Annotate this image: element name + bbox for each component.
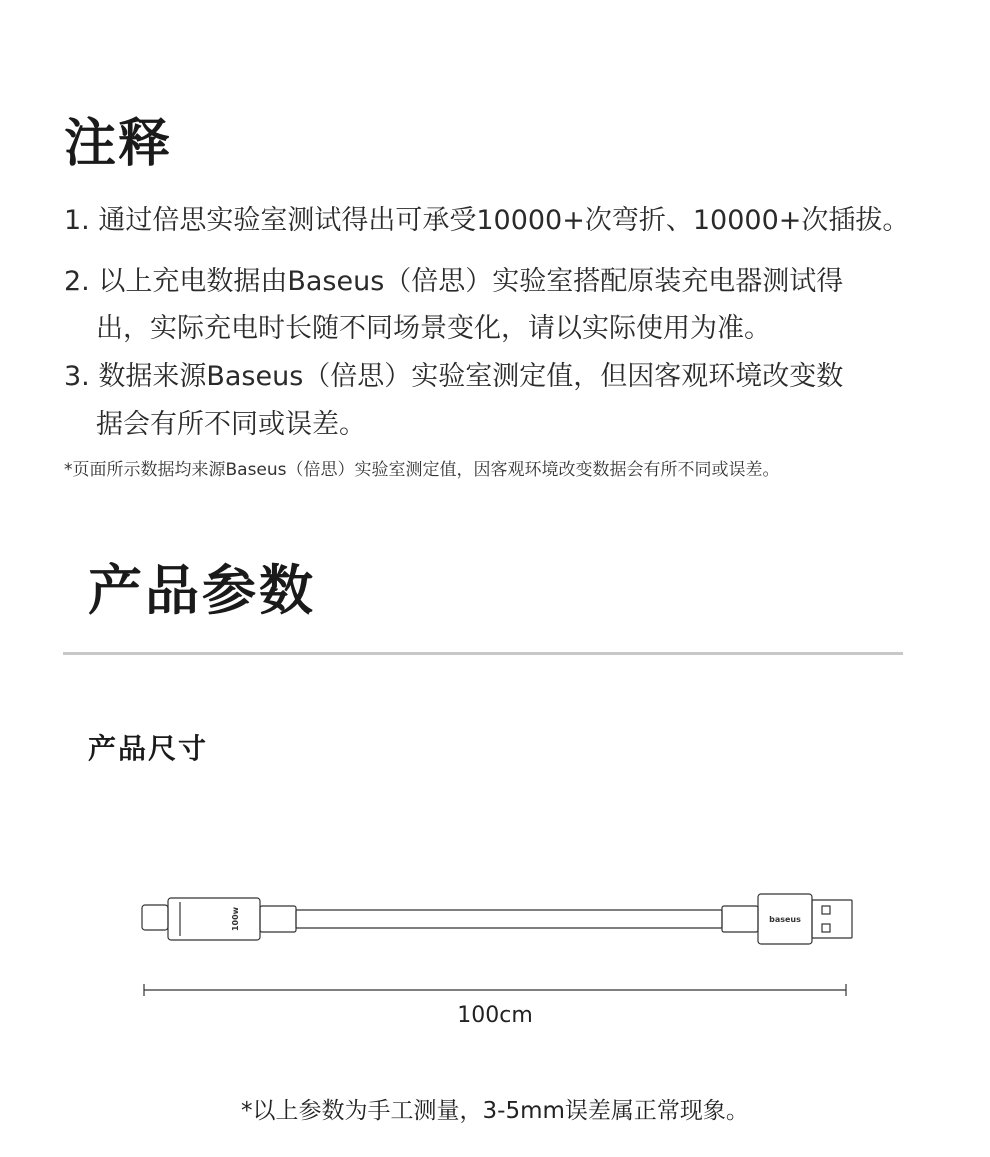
params-title: 产品参数 — [88, 559, 316, 622]
type-c-plug-tip — [142, 905, 168, 930]
strain-relief-left — [260, 906, 296, 932]
disclaimer-text: *页面所示数据均来源Baseus（倍思）实验室测定值，因客观环境改变数据会有所不同或误差。 — [64, 460, 780, 480]
notes-title: 注释 — [64, 114, 173, 174]
section-divider — [63, 652, 903, 655]
strain-relief-right — [722, 906, 758, 932]
size-title: 产品尺寸 — [88, 732, 209, 765]
type-c-housing — [168, 898, 260, 940]
note-item-3: 3. 数据来源Baseus（倍思）实验室测定值，但因客观环境改变数 — [64, 361, 844, 392]
measurement-footnote: *以上参数为手工测量，3-5mm误差属正常现象。 — [241, 1098, 749, 1124]
note-item-2-cont: 出，实际充电时长随不同场景变化，请以实际使用为准。 — [96, 313, 771, 344]
note-item-2: 2. 以上充电数据由Baseus（倍思）实验室搭配原装充电器测试得 — [64, 266, 844, 297]
usb-a-contact-top — [822, 906, 830, 914]
length-label: 100cm — [457, 1003, 533, 1028]
note-item-1: 1. 通过倍思实验室测试得出可承受10000+次弯折、10000+次插拔。 — [64, 205, 910, 236]
usb-a-plug — [812, 900, 852, 938]
type-c-marking: 100w — [231, 906, 240, 932]
cable-body — [296, 910, 722, 928]
brand-marking: baseus — [769, 915, 801, 924]
cable-illustration — [130, 880, 860, 1000]
note-item-3-cont: 据会有所不同或误差。 — [96, 409, 366, 440]
usb-a-contact-bottom — [822, 924, 830, 932]
